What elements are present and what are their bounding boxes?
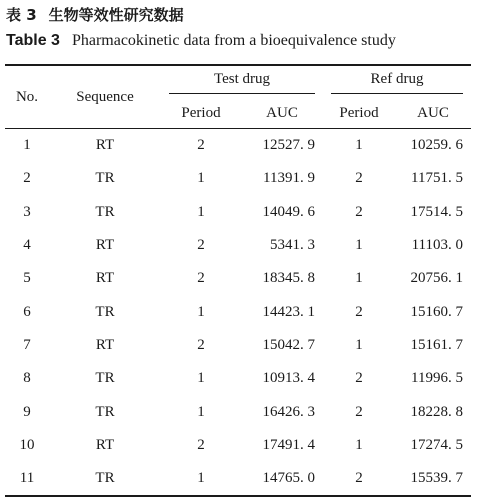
header-ref-auc: AUC	[395, 98, 471, 129]
table-row	[5, 362, 471, 395]
cell-test-auc: 14049. 6	[262, 203, 315, 220]
cell-no: 11	[5, 462, 49, 496]
cell-no: 1	[23, 137, 31, 154]
caption-chinese-label: 表 3	[6, 6, 37, 24]
cell-ref-auc: 15160. 7	[410, 303, 463, 320]
cell-test-auc: 12527. 9	[262, 137, 315, 154]
table-row	[5, 162, 471, 195]
cell-no: 7	[23, 336, 31, 353]
header-ref-drug-label: Ref drug	[331, 71, 463, 94]
cell-sequence: TR	[95, 170, 115, 187]
cell-no: 6	[23, 303, 31, 320]
cell-test-period: 2	[197, 137, 205, 154]
cell-test-auc: 5341. 3	[270, 237, 315, 254]
cell-test-period: 2	[197, 336, 205, 353]
table-row	[5, 196, 471, 229]
table-row	[5, 462, 471, 496]
cell-test-auc: 15042. 7	[262, 336, 315, 353]
cell-sequence: RT	[95, 137, 115, 154]
cell-no: 10	[19, 436, 35, 453]
cell-test-period: 1	[197, 303, 205, 320]
cell-test-period: 2	[197, 436, 205, 453]
cell-test-period: 2	[197, 270, 205, 287]
cell-ref-auc: 11996. 5	[411, 370, 463, 387]
table-row	[5, 129, 471, 163]
cell-sequence: TR	[49, 462, 161, 496]
cell-test-auc: 18345. 8	[262, 270, 315, 287]
cell-sequence: TR	[95, 370, 115, 387]
cell-sequence: RT	[95, 336, 115, 353]
cell-test-period: 1	[161, 462, 241, 496]
caption-english-title: Pharmacokinetic data from a bioequivalence study	[71, 32, 396, 49]
cell-ref-auc: 11103. 0	[411, 237, 463, 254]
cell-no: 8	[23, 370, 31, 387]
cell-no: 3	[23, 203, 31, 220]
table-body	[5, 129, 471, 497]
cell-sequence: RT	[95, 436, 115, 453]
caption-chinese	[6, 4, 184, 25]
cell-no: 4	[23, 237, 31, 254]
cell-sequence: TR	[95, 303, 115, 320]
table-row	[5, 295, 471, 328]
header-ref-drug	[323, 65, 471, 98]
cell-sequence: TR	[95, 203, 115, 220]
cell-ref-period: 2	[355, 203, 363, 220]
cell-ref-period: 2	[355, 170, 363, 187]
cell-test-auc: 14423. 1	[262, 303, 315, 320]
cell-ref-period: 2	[355, 303, 363, 320]
table-row	[5, 229, 471, 262]
bioequivalence-table	[5, 64, 471, 497]
cell-ref-auc: 17274. 5	[410, 436, 463, 453]
cell-ref-period: 1	[355, 336, 363, 353]
cell-ref-period: 2	[323, 462, 395, 496]
header-test-auc: AUC	[241, 98, 323, 129]
header-ref-period: Period	[323, 98, 395, 129]
cell-ref-period: 1	[355, 237, 363, 254]
caption-chinese-title: 生物等效性研究数据	[48, 6, 184, 24]
header-test-period: Period	[161, 98, 241, 129]
cell-ref-auc: 18228. 8	[410, 403, 463, 420]
cell-test-period: 2	[197, 237, 205, 254]
cell-ref-auc: 20756. 1	[410, 270, 463, 287]
table-row	[5, 262, 471, 295]
cell-sequence: RT	[95, 270, 115, 287]
cell-test-auc: 14765. 0	[241, 462, 323, 496]
table-row	[5, 395, 471, 428]
cell-test-period: 1	[197, 203, 205, 220]
cell-ref-auc: 15539. 7	[395, 462, 471, 496]
cell-no: 2	[23, 170, 31, 187]
cell-ref-period: 1	[355, 270, 363, 287]
cell-no: 9	[23, 403, 31, 420]
cell-sequence: TR	[95, 403, 115, 420]
cell-test-auc: 16426. 3	[262, 403, 315, 420]
cell-ref-auc: 15161. 7	[410, 336, 463, 353]
cell-ref-period: 2	[355, 403, 363, 420]
cell-ref-period: 1	[355, 436, 363, 453]
header-sequence: Sequence	[49, 65, 161, 129]
cell-test-auc: 17491. 4	[262, 436, 315, 453]
caption-english	[6, 32, 396, 50]
cell-test-auc: 11391. 9	[263, 170, 315, 187]
cell-ref-period: 1	[355, 137, 363, 154]
cell-ref-auc: 11751. 5	[411, 170, 463, 187]
cell-test-period: 1	[197, 403, 205, 420]
table-row	[5, 329, 471, 362]
cell-test-period: 1	[197, 370, 205, 387]
cell-ref-auc: 17514. 5	[410, 203, 463, 220]
cell-ref-period: 2	[355, 370, 363, 387]
cell-sequence: RT	[95, 237, 115, 254]
header-no: No.	[5, 65, 49, 129]
header-row-groups	[5, 65, 471, 98]
caption-english-label: Table 3	[6, 32, 60, 49]
header-test-drug	[161, 65, 323, 98]
cell-ref-auc: 10259. 6	[410, 137, 463, 154]
cell-no: 5	[23, 270, 31, 287]
cell-test-period: 1	[197, 170, 205, 187]
cell-test-auc: 10913. 4	[262, 370, 315, 387]
header-test-drug-label: Test drug	[169, 71, 315, 94]
